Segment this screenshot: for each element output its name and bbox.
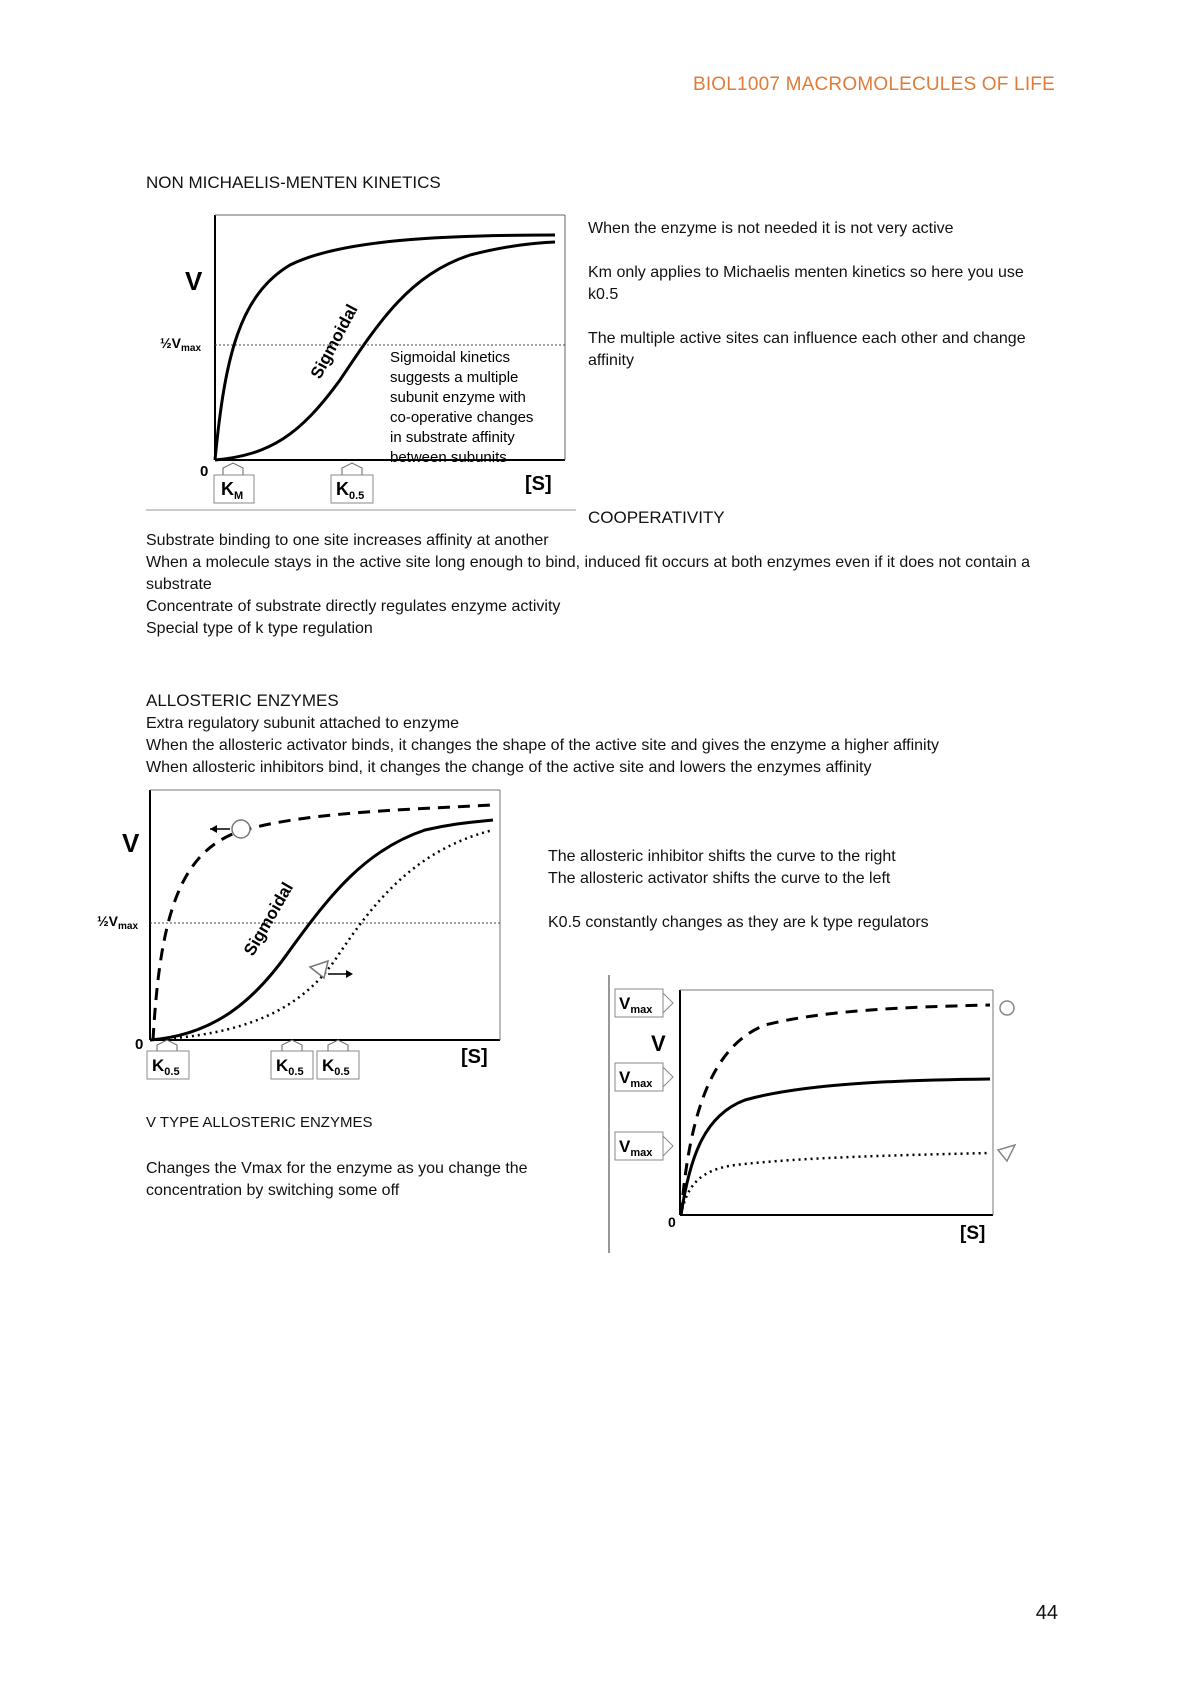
non-mm-notes xyxy=(588,218,1058,394)
k05-marker-normal xyxy=(271,1040,313,1079)
origin-label: 0 xyxy=(135,1036,144,1053)
v-type-body xyxy=(146,1158,546,1202)
svg-text:K0.5: $K_{0.5}$ xyxy=(152,1056,180,1078)
allosteric-heading: ALLOSTERIC ENZYMES xyxy=(146,691,339,710)
course-header: BIOL1007 MACROMOLECULES OF LIFE xyxy=(692,74,1055,95)
body-line: Changes the Vmax for the enzyme as you change the concentration by switching some off xyxy=(146,1160,528,1199)
svg-text:K0.5: $K_{0.5}$ xyxy=(322,1056,350,1078)
v-type-figure xyxy=(605,975,1025,1255)
allosteric-notes xyxy=(548,846,1048,934)
cooperativity-heading: COOPERATIVITY xyxy=(588,508,725,527)
y-axis-label: V xyxy=(651,1031,666,1056)
body-line: When allosteric inhibitors bind, it changes the change of the active site and lowers the enzymes affinity xyxy=(146,759,872,776)
k05-marker xyxy=(331,463,373,503)
k05-marker-activator xyxy=(147,1040,189,1079)
sigmoidal-kinetics-figure xyxy=(140,205,580,515)
note-line: The multiple active sites can influence each other and change affinity xyxy=(588,330,1026,369)
cooperativity-body xyxy=(146,530,1066,640)
svg-text:KM: $K_M$ xyxy=(221,479,244,502)
half-vmax-label: $\frac{1}{2}V_{max}$ xyxy=(160,335,202,354)
note-line: When the enzyme is not needed it is not very active xyxy=(588,220,954,237)
activator-symbol xyxy=(1000,1001,1014,1015)
svg-text:K0.5: $K_{0.5}$ xyxy=(276,1056,304,1078)
note-line: The allosteric inhibitor shifts the curve to the right xyxy=(548,848,896,865)
vmax-marker-normal xyxy=(615,1063,673,1091)
x-axis-label: [S] xyxy=(461,1046,488,1068)
note-line: The allosteric activator shifts the curve to the left xyxy=(548,870,891,887)
inhibitor-symbol xyxy=(998,1145,1015,1161)
x-axis-label: [S] xyxy=(525,473,552,495)
v-type-heading: V TYPE ALLOSTERIC ENZYMES xyxy=(146,1114,373,1131)
svg-text:Vmax: $V_{max}$ xyxy=(619,994,653,1016)
svg-text:suggests a multiple: suggests a multiple xyxy=(390,369,519,386)
allosteric-shift-figure xyxy=(95,785,510,1095)
svg-text:co-operative changes: co-operative changes xyxy=(390,409,534,426)
x-axis-label: [S] xyxy=(960,1223,986,1244)
svg-text:Sigmoidal kinetics: Sigmoidal kinetics xyxy=(390,349,511,366)
curve-label: Sigmoidal xyxy=(306,301,362,382)
non-mm-heading: NON MICHAELIS-MENTEN KINETICS xyxy=(146,173,441,192)
sigmoidal-note xyxy=(390,349,533,466)
curve-label: Sigmoidal xyxy=(240,879,298,959)
svg-text:Vmax: $V_{max}$ xyxy=(619,1068,653,1090)
vmax-marker-low xyxy=(615,1132,673,1160)
y-axis-label: V xyxy=(122,828,140,858)
note-line: Km only applies to Michaelis menten kinetics so here you use k0.5 xyxy=(588,264,1024,303)
allosteric-body xyxy=(146,713,1066,779)
svg-text:subunit enzyme with: subunit enzyme with xyxy=(390,389,526,406)
body-line: Extra regulatory subunit attached to enzyme xyxy=(146,715,460,732)
half-vmax-label: $\frac{1}{2}V_{max}$ xyxy=(97,913,139,932)
body-line: Special type of k type regulation xyxy=(146,620,373,637)
note-line: K0.5 constantly changes as they are k type regulators xyxy=(548,914,929,931)
svg-text:in substrate affinity: in substrate affinity xyxy=(390,429,515,446)
svg-text:K0.5: $K_{0.5}$ xyxy=(336,479,365,502)
km-marker xyxy=(214,463,254,503)
origin-label: 0 xyxy=(668,1214,676,1230)
k05-marker-inhibitor xyxy=(317,1040,359,1079)
y-axis-label: V xyxy=(185,266,203,296)
origin-label: 0 xyxy=(200,463,209,480)
vmax-marker-high xyxy=(615,989,673,1017)
body-line: Substrate binding to one site increases affinity at another xyxy=(146,532,549,549)
body-line: When the allosteric activator binds, it changes the shape of the active site and gives the enzyme a higher affinity xyxy=(146,737,940,754)
body-line: Concentrate of substrate directly regulates enzyme activity xyxy=(146,598,561,615)
svg-text:Vmax: $V_{max}$ xyxy=(619,1137,653,1159)
svg-text:between subunits: between subunits xyxy=(390,449,507,466)
page-number: 44 xyxy=(1035,1602,1058,1624)
body-line: When a molecule stays in the active site long enough to bind, induced fit occurs at both enzymes even if it does not contain a substrate xyxy=(146,554,1031,593)
